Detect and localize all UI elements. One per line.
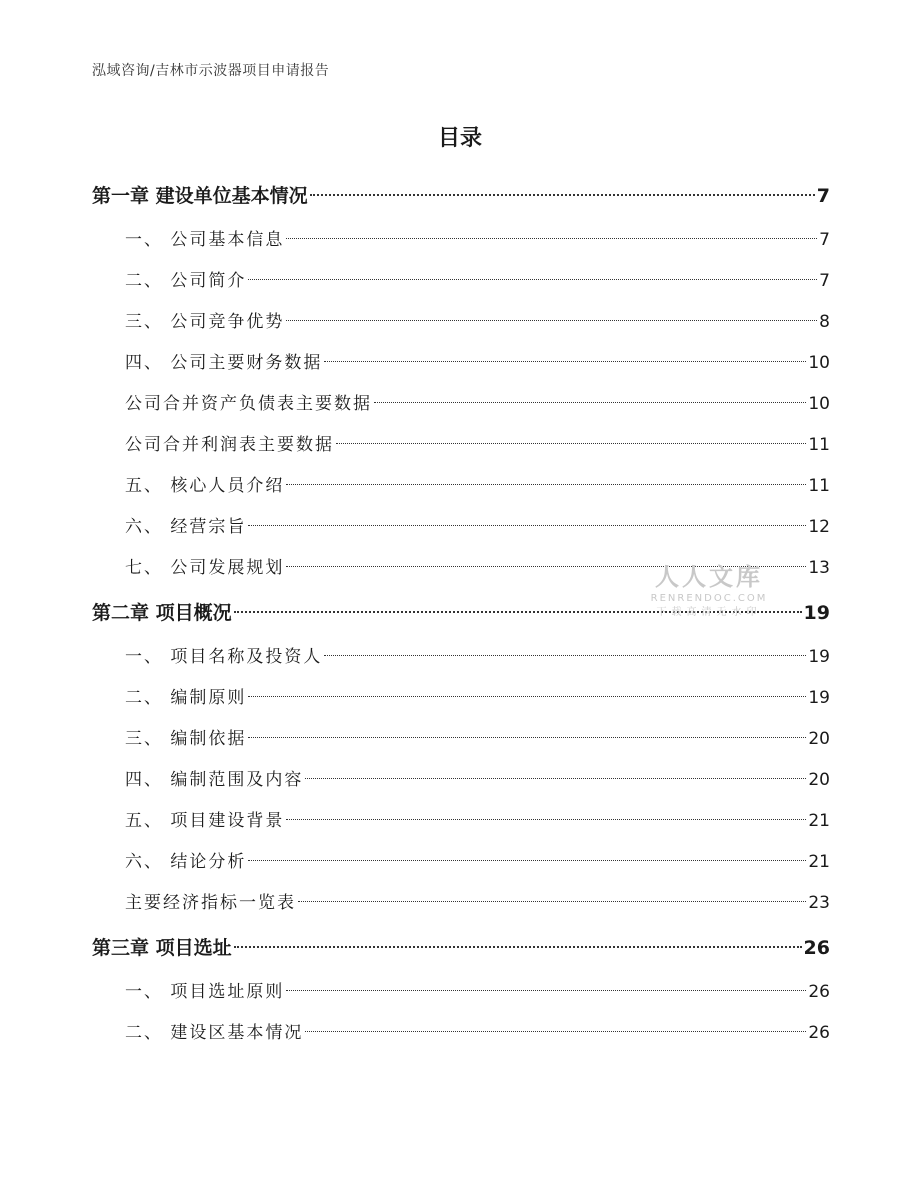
toc-page-number: 21	[808, 811, 830, 831]
toc-section-entry[interactable]	[92, 466, 830, 507]
toc-entry-label: 四、 编制范围及内容	[125, 770, 304, 790]
toc-entry-label: 四、 公司主要财务数据	[125, 353, 323, 373]
toc-entry-label: 五、 项目建设背景	[125, 811, 285, 831]
toc-dot-leader	[374, 402, 806, 403]
toc-section-entry[interactable]	[92, 972, 830, 1013]
toc-section-entry[interactable]	[92, 302, 830, 343]
toc-dot-leader	[305, 778, 806, 779]
toc-section-entry[interactable]	[92, 760, 830, 801]
toc-dot-leader	[248, 696, 806, 697]
toc-dot-leader	[286, 819, 806, 820]
toc-entry-label: 二、 公司简介	[125, 271, 247, 291]
toc-page-number: 8	[819, 312, 830, 332]
toc-page-number: 10	[808, 353, 830, 373]
toc-page-number: 12	[808, 517, 830, 537]
toc-dot-leader	[286, 320, 817, 321]
toc-entry-label: 五、 核心人员介绍	[125, 476, 285, 496]
toc-entry-label: 一、 项目选址原则	[125, 982, 285, 1002]
toc-section-entry[interactable]	[92, 261, 830, 302]
watermark-sub: 下载高清无水印	[656, 607, 762, 618]
toc-dot-leader	[310, 194, 815, 196]
toc-page-number: 19	[803, 602, 830, 624]
toc-section-entry[interactable]	[92, 343, 830, 384]
toc-page-number: 7	[819, 230, 830, 250]
toc-section-entry[interactable]	[92, 719, 830, 760]
toc-dot-leader	[248, 737, 806, 738]
toc-page-number: 7	[819, 271, 830, 291]
toc-page-number: 10	[808, 394, 830, 414]
toc-dot-leader	[286, 990, 806, 991]
toc-dot-leader	[305, 1031, 806, 1032]
toc-section-entry[interactable]	[92, 801, 830, 842]
toc-entry-label: 一、 公司基本信息	[125, 230, 285, 250]
toc-dot-leader	[234, 611, 802, 613]
toc-section-entry[interactable]	[92, 507, 830, 548]
toc-page-number: 20	[808, 729, 830, 749]
toc-section-entry[interactable]	[92, 883, 830, 924]
toc-entry-label: 第一章 建设单位基本情况	[92, 185, 308, 207]
toc-entry-label: 第二章 项目概况	[92, 602, 232, 624]
toc-page-number: 7	[816, 185, 830, 207]
toc-entry-label: 主要经济指标一览表	[125, 893, 296, 913]
toc-dot-leader	[234, 946, 802, 948]
toc-section-entry[interactable]	[92, 678, 830, 719]
toc-page-number: 20	[808, 770, 830, 790]
page-title: 目录	[437, 126, 482, 151]
toc-page-number: 26	[808, 982, 830, 1002]
toc-entry-label: 公司合并利润表主要数据	[125, 435, 334, 455]
table-of-contents	[92, 172, 830, 1054]
watermark-url: RENRENDOC.COM	[650, 593, 768, 604]
toc-dot-leader	[248, 525, 806, 526]
toc-page-number: 19	[808, 688, 830, 708]
toc-entry-label: 公司合并资产负债表主要数据	[125, 394, 372, 414]
watermark-main: 人人文库	[655, 563, 763, 591]
toc-section-entry[interactable]	[92, 220, 830, 261]
toc-dot-leader	[248, 860, 806, 861]
toc-dot-leader	[336, 443, 806, 444]
toc-dot-leader	[286, 484, 806, 485]
toc-entry-label: 三、 公司竞争优势	[125, 312, 285, 332]
toc-section-entry[interactable]	[92, 842, 830, 883]
running-header: 泓域咨询/吉林市示波器项目申请报告	[92, 63, 330, 79]
toc-entry-label: 六、 经营宗旨	[125, 517, 247, 537]
toc-entry-label: 一、 项目名称及投资人	[125, 647, 323, 667]
toc-entry-label: 六、 结论分析	[125, 852, 247, 872]
toc-dot-leader	[298, 901, 806, 902]
toc-page-number: 23	[808, 893, 830, 913]
toc-entry-label: 三、 编制依据	[125, 729, 247, 749]
toc-dot-leader	[286, 566, 806, 567]
toc-section-entry[interactable]	[92, 425, 830, 466]
toc-chapter-entry[interactable]	[92, 172, 830, 220]
toc-page-number: 21	[808, 852, 830, 872]
toc-section-entry[interactable]	[92, 637, 830, 678]
toc-entry-label: 第三章 项目选址	[92, 937, 232, 959]
toc-chapter-entry[interactable]	[92, 924, 830, 972]
toc-entry-label: 二、 编制原则	[125, 688, 247, 708]
toc-page-number: 13	[808, 558, 830, 578]
toc-page-number: 11	[808, 435, 830, 455]
toc-dot-leader	[324, 361, 806, 362]
toc-dot-leader	[248, 279, 817, 280]
toc-entry-label: 七、 公司发展规划	[125, 558, 285, 578]
toc-page-number: 19	[808, 647, 830, 667]
toc-entry-label: 二、 建设区基本情况	[125, 1023, 304, 1043]
toc-page-number: 26	[803, 937, 830, 959]
toc-dot-leader	[286, 238, 817, 239]
toc-section-entry[interactable]	[92, 548, 830, 589]
toc-section-entry[interactable]	[92, 384, 830, 425]
toc-page-number: 26	[808, 1023, 830, 1043]
toc-section-entry[interactable]	[92, 1013, 830, 1054]
toc-dot-leader	[324, 655, 806, 656]
toc-chapter-entry[interactable]	[92, 589, 830, 637]
toc-page-number: 11	[808, 476, 830, 496]
